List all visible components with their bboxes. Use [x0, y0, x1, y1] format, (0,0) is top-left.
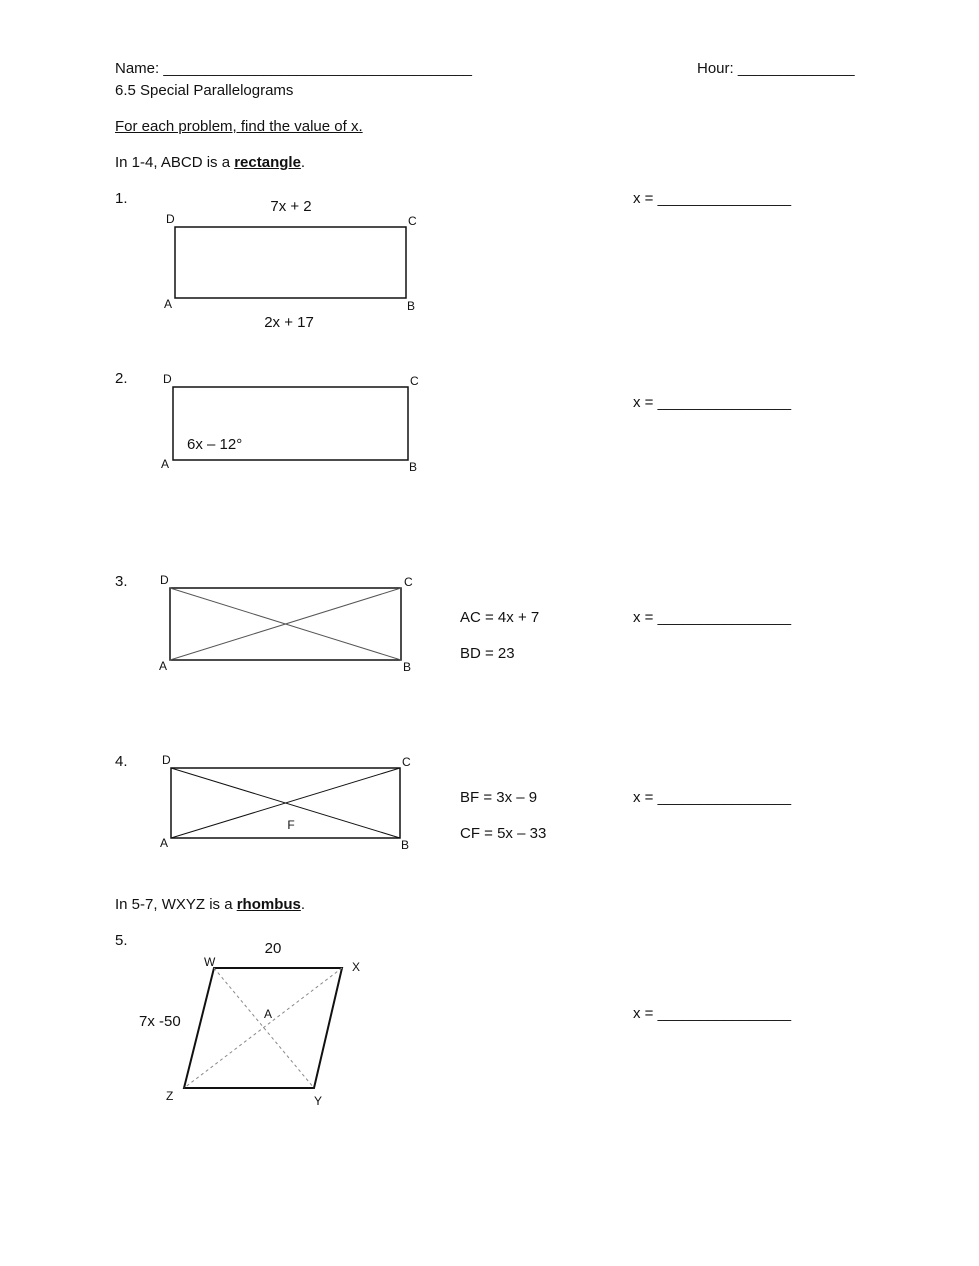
- given-statement: BD = 23: [460, 645, 515, 662]
- vertex-label-a: A: [159, 659, 168, 673]
- hour-field: Hour: ______________: [697, 60, 855, 77]
- section-intro-rhombus: In 5-7, WXYZ is a rhombus.: [115, 896, 306, 913]
- vertex-label-w: W: [204, 955, 216, 969]
- answer-blank: x = ________________: [633, 190, 792, 207]
- vertex-label-b: B: [409, 460, 418, 474]
- answer-blank: x = ________________: [633, 394, 792, 411]
- side-label-top: 20: [264, 940, 282, 957]
- vertex-label-a: A: [160, 836, 169, 850]
- instructions: For each problem, find the value of x.: [115, 118, 363, 135]
- vertex-label-b: B: [403, 660, 412, 674]
- side-label-left: 7x -50: [139, 1013, 181, 1030]
- given-statement: CF = 5x – 33: [460, 825, 547, 842]
- side-label-bottom: 2x + 17: [264, 314, 314, 331]
- vertex-label-a: A: [164, 297, 173, 311]
- given-statement: BF = 3x – 9: [460, 789, 538, 806]
- problem-number: 2.: [115, 370, 128, 387]
- side-label-top: 7x + 2: [270, 198, 312, 215]
- vertex-label-c: C: [408, 214, 417, 228]
- vertex-label-y: Y: [314, 1094, 323, 1108]
- vertex-label-b: B: [401, 838, 410, 852]
- problem-number: 5.: [115, 932, 128, 949]
- problem-number: 4.: [115, 753, 128, 770]
- name-field: Name: _____________________________________: [115, 60, 473, 77]
- vertex-label-d: D: [162, 753, 171, 767]
- vertex-label-x: X: [352, 960, 361, 974]
- vertex-label-z: Z: [166, 1089, 174, 1103]
- answer-blank: x = ________________: [633, 789, 792, 806]
- vertex-label-d: D: [160, 573, 169, 587]
- problem-number: 1.: [115, 190, 128, 207]
- vertex-label-d: D: [166, 212, 175, 226]
- vertex-label-b: B: [407, 299, 416, 313]
- vertex-label-d: D: [163, 372, 172, 386]
- given-statement: AC = 4x + 7: [460, 609, 540, 626]
- intersection-label: A: [263, 1007, 273, 1021]
- vertex-label-a: A: [161, 457, 170, 471]
- section-intro-rectangle: In 1-4, ABCD is a rectangle.: [115, 154, 306, 171]
- problem-number: 3.: [115, 573, 128, 590]
- answer-blank: x = ________________: [633, 1005, 792, 1022]
- vertex-label-c: C: [404, 575, 413, 589]
- answer-blank: x = ________________: [633, 609, 792, 626]
- diagonal-wy: [214, 968, 314, 1088]
- intersection-label: F: [287, 818, 295, 832]
- vertex-label-c: C: [402, 755, 411, 769]
- angle-label: 6x – 12°: [187, 436, 243, 453]
- worksheet-title: 6.5 Special Parallelograms: [115, 82, 294, 99]
- vertex-label-c: C: [410, 374, 419, 388]
